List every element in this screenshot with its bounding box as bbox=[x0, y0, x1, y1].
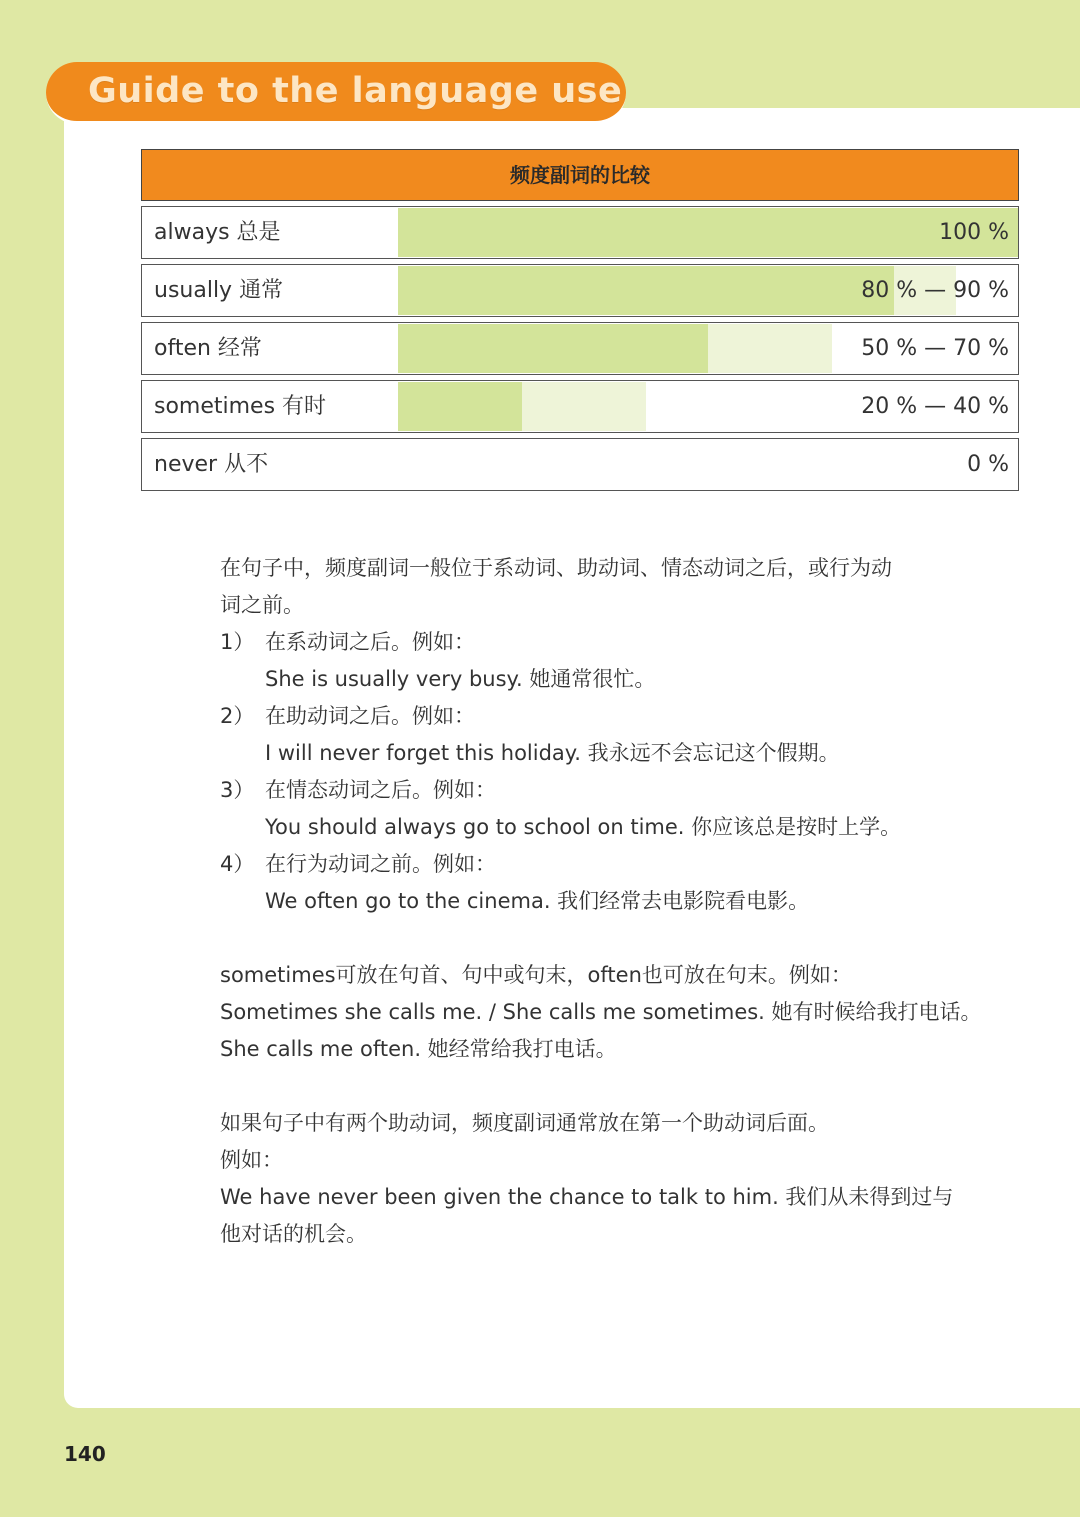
rule-number: 2） bbox=[220, 704, 255, 728]
table-heading: 频度副词的比较 bbox=[141, 149, 1019, 201]
page-number: 140 bbox=[64, 1442, 106, 1466]
rule-item bbox=[220, 698, 1000, 735]
example-sentence: I will never forget this holiday. 我永远不会忘记这个假期。 bbox=[265, 741, 840, 765]
rule-number: 3） bbox=[220, 778, 255, 802]
explanation-text bbox=[220, 550, 1000, 1253]
table-row bbox=[141, 264, 1019, 317]
rule-number: 1） bbox=[220, 630, 255, 654]
adverb-label: always 总是 bbox=[154, 220, 281, 245]
frequency-bar-solid bbox=[398, 324, 708, 373]
adverb-label: sometimes 有时 bbox=[154, 394, 327, 419]
frequency-bar-range bbox=[522, 382, 646, 431]
intro-line: 词之前。 bbox=[220, 593, 304, 617]
intro-line: 在句子中，频度副词一般位于系动词、助动词、情态动词之后，或行为动 bbox=[220, 556, 892, 580]
paragraph-line: 例如： bbox=[220, 1148, 283, 1172]
example-sentence: She is usually very busy. 她通常很忙。 bbox=[265, 667, 656, 691]
percent-value: 100 % bbox=[939, 220, 1009, 245]
rule-item bbox=[220, 772, 1000, 809]
percent-value: 80 % — 90 % bbox=[861, 278, 1009, 303]
adverb-label: never 从不 bbox=[154, 452, 269, 477]
percent-value: 50 % — 70 % bbox=[861, 336, 1009, 361]
rule-item bbox=[220, 624, 1000, 661]
percent-value: 20 % — 40 % bbox=[861, 394, 1009, 419]
rule-number: 4） bbox=[220, 852, 255, 876]
table-row bbox=[141, 322, 1019, 375]
rule-item bbox=[220, 846, 1000, 883]
section-title-tab bbox=[46, 62, 626, 124]
paragraph-line: She calls me often. 她经常给我打电话。 bbox=[220, 1037, 617, 1061]
paragraph-line: Sometimes she calls me. / She calls me sometimes. 她有时候给我打电话。 bbox=[220, 1000, 982, 1024]
percent-value: 0 % bbox=[967, 452, 1009, 477]
table-row bbox=[141, 380, 1019, 433]
paragraph-line: 他对话的机会。 bbox=[220, 1222, 367, 1246]
table-row bbox=[141, 206, 1019, 259]
frequency-bar-solid bbox=[398, 266, 894, 315]
rule-text: 在行为动词之前。例如： bbox=[265, 852, 496, 876]
section-title: Guide to the language use bbox=[88, 71, 623, 111]
frequency-bar-solid bbox=[398, 208, 1018, 257]
frequency-bar-solid bbox=[398, 382, 522, 431]
paragraph-line: We have never been given the chance to talk to him. 我们从未得到过与 bbox=[220, 1185, 954, 1209]
example-sentence: You should always go to school on time. 你应该总是按时上学。 bbox=[265, 815, 902, 839]
rule-text: 在助动词之后。例如： bbox=[265, 704, 475, 728]
rule-text: 在情态动词之后。例如： bbox=[265, 778, 496, 802]
adverb-label: often 经常 bbox=[154, 336, 262, 361]
paragraph-line: sometimes可放在句首、句中或句末，often也可放在句末。例如： bbox=[220, 963, 852, 987]
paragraph-line: 如果句子中有两个助动词，频度副词通常放在第一个助动词后面。 bbox=[220, 1111, 829, 1135]
rule-text: 在系动词之后。例如： bbox=[265, 630, 475, 654]
frequency-bar-range bbox=[708, 324, 832, 373]
frequency-adverb-table bbox=[141, 149, 1019, 491]
example-sentence: We often go to the cinema. 我们经常去电影院看电影。 bbox=[265, 889, 810, 913]
table-row bbox=[141, 438, 1019, 491]
adverb-label: usually 通常 bbox=[154, 278, 284, 303]
